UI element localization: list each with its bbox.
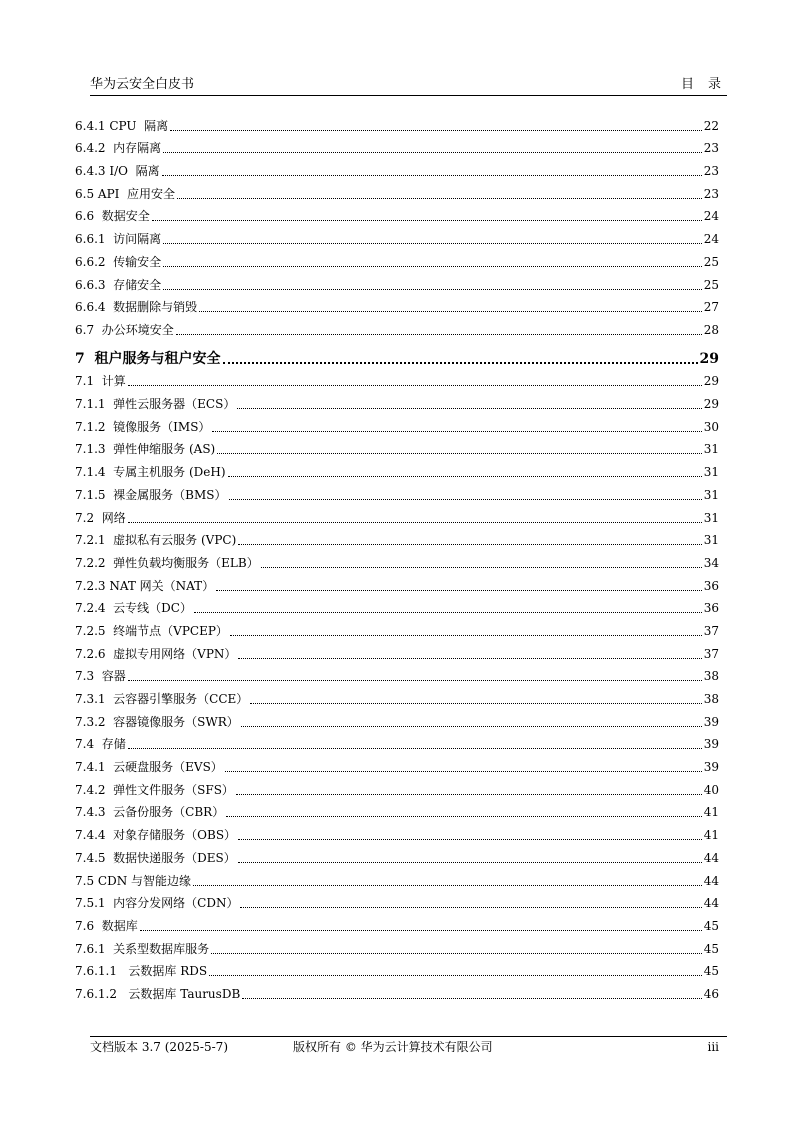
toc-entry-title: 7.3 容器 xyxy=(75,669,126,684)
toc-entry[interactable] xyxy=(75,823,719,846)
toc-entry[interactable] xyxy=(75,642,719,665)
toc-entry-title: 7.4.1 云硬盘服务（EVS） xyxy=(75,760,223,775)
toc-entry[interactable] xyxy=(75,415,719,438)
toc-entry[interactable] xyxy=(75,982,719,1005)
document-title: 华为云安全白皮书 xyxy=(90,77,195,92)
toc-dot-leader xyxy=(230,634,702,636)
page-header xyxy=(90,77,735,96)
toc-entry-title: 6.4.1 CPU 隔离 xyxy=(75,118,169,133)
toc-entry[interactable] xyxy=(75,960,719,983)
toc-dot-leader xyxy=(177,197,702,199)
toc-entry[interactable] xyxy=(75,137,719,160)
toc-entry-title: 7.1.2 镜像服务（IMS） xyxy=(75,419,211,434)
toc-entry-title: 6.6 数据安全 xyxy=(75,209,150,224)
footer-divider xyxy=(90,1036,727,1037)
toc-entry-title: 7.6.1 关系型数据库服务 xyxy=(75,941,210,956)
toc-page-number: 45 xyxy=(703,964,719,979)
toc-dot-leader xyxy=(226,815,702,817)
toc-entry-title: 7.6.1.1 云数据库 RDS xyxy=(75,964,208,979)
toc-entry-title: 7.4.2 弹性文件服务（SFS） xyxy=(75,782,234,797)
toc-page-number: 44 xyxy=(703,873,719,888)
toc-dot-leader xyxy=(241,725,702,727)
toc-page-number: 39 xyxy=(703,714,719,729)
table-of-contents xyxy=(75,114,719,1005)
toc-dot-leader xyxy=(163,151,702,153)
toc-entry-title: 6.5 API 应用安全 xyxy=(75,186,176,201)
toc-entry[interactable] xyxy=(75,318,719,341)
toc-dot-leader xyxy=(223,361,698,364)
toc-entry[interactable] xyxy=(75,914,719,937)
toc-entry[interactable] xyxy=(75,114,719,137)
toc-dot-leader xyxy=(128,384,702,386)
toc-entry[interactable] xyxy=(75,665,719,688)
toc-entry-title: 6.4.3 I/O 隔离 xyxy=(75,164,160,179)
toc-page-number: 24 xyxy=(703,209,719,224)
toc-dot-leader xyxy=(238,838,702,840)
toc-entry[interactable] xyxy=(75,574,719,597)
toc-dot-leader xyxy=(163,242,702,244)
toc-dot-leader xyxy=(163,265,702,267)
toc-dot-leader xyxy=(217,452,701,454)
toc-page-number: 29 xyxy=(703,374,719,389)
toc-page-number: 41 xyxy=(703,828,719,843)
toc-entry-title: 7.3.2 容器镜像服务（SWR） xyxy=(75,714,239,729)
toc-dot-leader xyxy=(162,174,702,176)
toc-page-number: 37 xyxy=(703,623,719,638)
toc-entry-title: 7.2.3 NAT 网关（NAT） xyxy=(75,578,215,593)
toc-entry-title: 7.2.1 虚拟私有云服务 (VPC) xyxy=(75,533,237,548)
toc-dot-leader xyxy=(163,288,702,290)
toc-entry[interactable] xyxy=(75,483,719,506)
toc-dot-leader xyxy=(238,861,702,863)
toc-page-number: 25 xyxy=(703,277,719,292)
toc-entry[interactable] xyxy=(75,619,719,642)
toc-entry[interactable] xyxy=(75,937,719,960)
toc-entry-title: 7.2.5 终端节点（VPCEP） xyxy=(75,623,228,638)
toc-page-number: 29 xyxy=(699,350,719,367)
toc-page-number: 31 xyxy=(703,533,719,548)
toc-entry[interactable] xyxy=(75,846,719,869)
toc-entry[interactable] xyxy=(75,205,719,228)
toc-chapter-entry[interactable] xyxy=(75,341,719,370)
toc-entry-title: 7.4.3 云备份服务（CBR） xyxy=(75,805,225,820)
toc-entry[interactable] xyxy=(75,370,719,393)
toc-dot-leader xyxy=(176,333,702,335)
toc-dot-leader xyxy=(250,702,701,704)
toc-entry-title: 7.4.4 对象存储服务（OBS） xyxy=(75,828,237,843)
toc-page-number: 45 xyxy=(703,941,719,956)
toc-entry-title: 7.6.1.2 云数据库 TaurusDB xyxy=(75,986,241,1001)
toc-entry[interactable] xyxy=(75,296,719,319)
toc-entry-title: 7.5.1 内容分发网络（CDN） xyxy=(75,896,239,911)
toc-page-number: 40 xyxy=(703,782,719,797)
toc-dot-leader xyxy=(193,884,702,886)
toc-entry[interactable] xyxy=(75,159,719,182)
toc-page-number: 36 xyxy=(703,578,719,593)
toc-dot-leader xyxy=(199,310,702,312)
toc-page-number: 44 xyxy=(703,850,719,865)
toc-dot-leader xyxy=(209,974,702,976)
toc-entry-title: 7.4.5 数据快递服务（DES） xyxy=(75,850,236,865)
toc-page-number: 24 xyxy=(703,232,719,247)
toc-entry[interactable] xyxy=(75,227,719,250)
toc-entry[interactable] xyxy=(75,273,719,296)
toc-dot-leader xyxy=(152,219,702,221)
toc-dot-leader xyxy=(194,611,702,613)
toc-dot-leader xyxy=(237,407,701,409)
toc-dot-leader xyxy=(242,997,701,999)
toc-page-number: 30 xyxy=(703,419,719,434)
page-number: iii xyxy=(707,1040,719,1054)
document-version: 文档版本 3.7 (2025-5-7) xyxy=(90,1040,228,1054)
toc-entry-title: 6.6.4 数据删除与销毁 xyxy=(75,300,198,315)
toc-entry-title: 7.1.5 裸金属服务（BMS） xyxy=(75,487,227,502)
toc-dot-leader xyxy=(238,543,701,545)
toc-entry-title: 7.2.6 虚拟专用网络（VPN） xyxy=(75,646,237,661)
toc-entry[interactable] xyxy=(75,392,719,415)
toc-entry[interactable] xyxy=(75,551,719,574)
toc-entry-title: 6.6.3 存储安全 xyxy=(75,277,162,292)
toc-entry-title: 7.2 网络 xyxy=(75,510,126,525)
toc-page-number: 38 xyxy=(703,669,719,684)
toc-entry[interactable] xyxy=(75,460,719,483)
toc-entry-title: 7.1.3 弹性伸缩服务 (AS) xyxy=(75,442,216,457)
toc-page-number: 23 xyxy=(703,186,719,201)
toc-entry-title: 7.2.4 云专线（DC） xyxy=(75,601,192,616)
toc-page-number: 45 xyxy=(703,918,719,933)
copyright-notice: 版权所有 © 华为云计算技术有限公司 xyxy=(293,1040,493,1054)
section-title: 目录 xyxy=(680,77,735,92)
toc-entry-title: 6.7 办公环境安全 xyxy=(75,322,174,337)
toc-page-number: 23 xyxy=(703,164,719,179)
toc-entry[interactable] xyxy=(75,529,719,552)
toc-entry[interactable] xyxy=(75,250,719,273)
toc-entry[interactable] xyxy=(75,710,719,733)
toc-entry-title: 7.6 数据库 xyxy=(75,918,138,933)
toc-dot-leader xyxy=(170,129,702,131)
toc-page-number: 23 xyxy=(703,141,719,156)
toc-dot-leader xyxy=(225,770,702,772)
toc-dot-leader xyxy=(229,498,702,500)
toc-dot-leader xyxy=(238,657,701,659)
toc-page-number: 36 xyxy=(703,601,719,616)
toc-page-number: 22 xyxy=(703,118,719,133)
toc-dot-leader xyxy=(261,566,702,568)
toc-entry[interactable] xyxy=(75,438,719,461)
toc-entry-title: 6.6.1 访问隔离 xyxy=(75,232,162,247)
toc-entry-title: 7.3.1 云容器引擎服务（CCE） xyxy=(75,692,249,706)
toc-page-number: 31 xyxy=(703,442,719,457)
toc-page-number: 31 xyxy=(703,510,719,525)
toc-dot-leader xyxy=(216,589,702,591)
toc-page-number: 28 xyxy=(703,322,719,337)
toc-page-number: 34 xyxy=(703,555,719,570)
toc-entry-title: 7.5 CDN 与智能边缘 xyxy=(75,873,192,888)
toc-page-number: 41 xyxy=(703,805,719,820)
toc-entry[interactable] xyxy=(75,733,719,756)
toc-dot-leader xyxy=(140,929,702,931)
toc-page-number: 27 xyxy=(703,300,719,315)
toc-page-number: 38 xyxy=(703,692,719,706)
toc-entry[interactable] xyxy=(75,755,719,778)
toc-dot-leader xyxy=(240,906,701,908)
toc-dot-leader xyxy=(228,475,702,477)
toc-page-number: 31 xyxy=(703,465,719,480)
toc-entry-title: 6.6.2 传输安全 xyxy=(75,254,162,269)
toc-entry-title: 7.1 计算 xyxy=(75,374,126,389)
toc-entry[interactable] xyxy=(75,892,719,915)
toc-entry[interactable] xyxy=(75,597,719,620)
toc-entry-title: 7.4 存储 xyxy=(75,737,126,752)
toc-entry[interactable] xyxy=(75,687,719,710)
toc-page-number: 44 xyxy=(703,896,719,911)
toc-entry[interactable] xyxy=(75,869,719,892)
toc-entry-title: 6.4.2 内存隔离 xyxy=(75,141,162,156)
toc-dot-leader xyxy=(212,430,701,432)
toc-page-number: 25 xyxy=(703,254,719,269)
toc-entry-title: 7 租户服务与租户安全 xyxy=(75,350,221,367)
toc-dot-leader xyxy=(128,521,702,523)
toc-entry[interactable] xyxy=(75,801,719,824)
toc-dot-leader xyxy=(236,793,702,795)
toc-entry[interactable] xyxy=(75,778,719,801)
toc-dot-leader xyxy=(128,747,702,749)
toc-page-number: 31 xyxy=(703,487,719,502)
toc-dot-leader xyxy=(128,679,702,681)
toc-dot-leader xyxy=(211,952,702,954)
toc-entry-title: 7.2.2 弹性负载均衡服务（ELB） xyxy=(75,555,259,570)
toc-entry-title: 7.1.4 专属主机服务 (DeH) xyxy=(75,465,226,480)
toc-page-number: 39 xyxy=(703,760,719,775)
toc-page-number: 39 xyxy=(703,737,719,752)
toc-page-number: 46 xyxy=(703,986,719,1001)
toc-entry[interactable] xyxy=(75,182,719,205)
toc-page-number: 29 xyxy=(703,397,719,412)
toc-entry-title: 7.1.1 弹性云服务器（ECS） xyxy=(75,397,236,412)
toc-page-number: 37 xyxy=(703,646,719,661)
toc-entry[interactable] xyxy=(75,506,719,529)
